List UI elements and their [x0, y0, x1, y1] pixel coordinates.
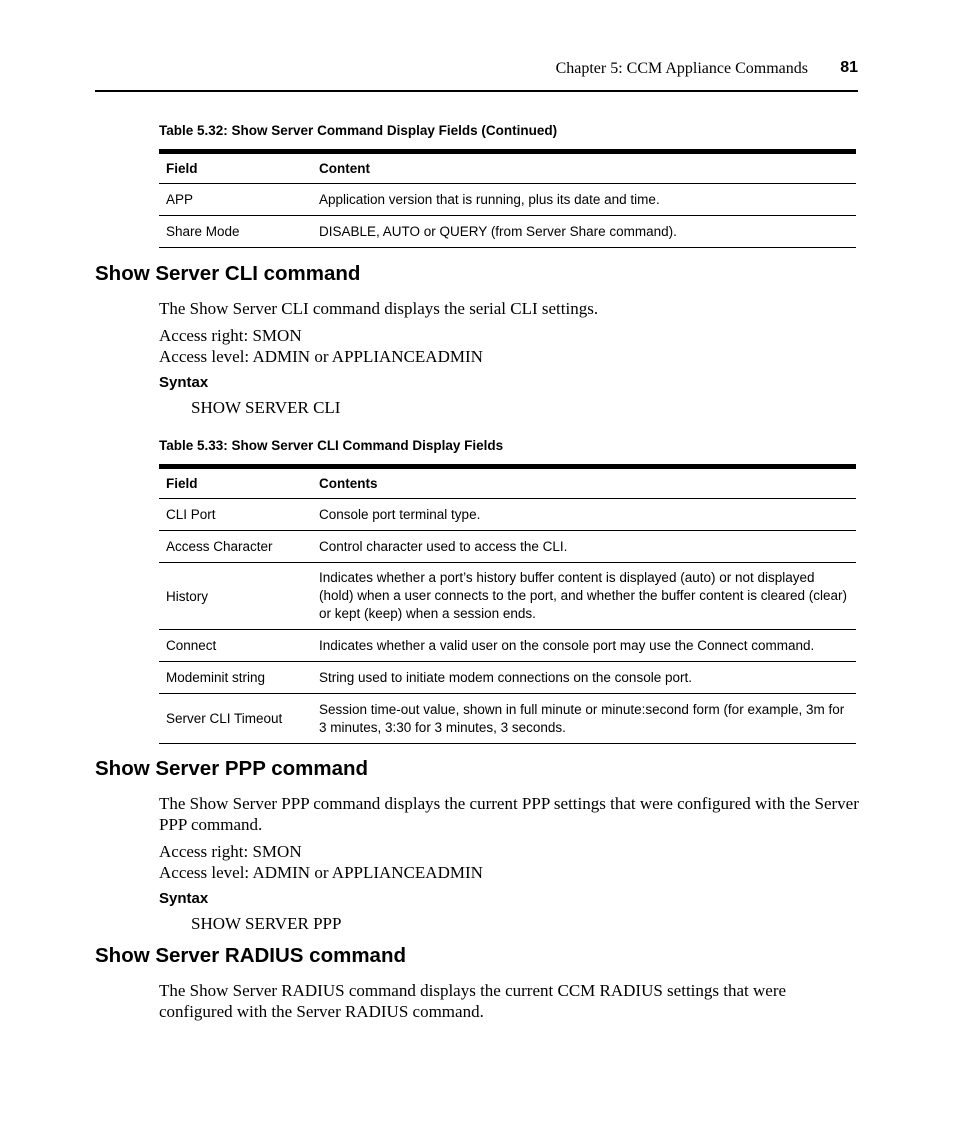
- cli-access-right: Access right: SMON: [159, 326, 302, 345]
- cli-syntax-label: Syntax: [159, 374, 209, 391]
- chapter-title: Chapter 5: CCM Appliance Commands: [555, 60, 808, 77]
- table-show-server-cli-fields: [159, 464, 856, 744]
- cli-access-level: Access level: ADMIN or APPLIANCEADMIN: [159, 347, 483, 366]
- column-header-content: Content: [319, 160, 370, 176]
- radius-description: The Show Server RADIUS command displays the current CCM RADIUS settings that were configured with the Server RADIUS command.: [159, 981, 787, 1021]
- field-cell: Connect: [166, 638, 217, 653]
- column-header-field: Field: [166, 161, 198, 176]
- table-row: [159, 630, 856, 662]
- field-cell: Modeminit string: [166, 670, 266, 685]
- cli-description: The Show Server CLI command displays the serial CLI settings.: [159, 299, 599, 318]
- content-cell: Indicates whether a port’s history buffer content is displayed (auto) or not displayed (hold) when a user connects to the port, and whether the buffer content is cleared (clear) or kept (keep) when a session ends.: [319, 570, 848, 621]
- content-cell: Control character used to access the CLI.: [319, 538, 568, 554]
- cli-syntax-command: SHOW SERVER CLI: [191, 398, 341, 417]
- content-cell: String used to initiate modem connections on the console port.: [319, 669, 692, 685]
- table-row: [159, 662, 856, 694]
- ppp-description: The Show Server PPP command displays the current PPP settings that were configured with the Server PPP command.: [159, 794, 859, 834]
- column-header-field: Field: [166, 476, 198, 491]
- table-row: [159, 184, 856, 216]
- content-cell: DISABLE, AUTO or QUERY (from Server Share command).: [319, 223, 677, 239]
- ppp-syntax-label: Syntax: [159, 890, 209, 907]
- ppp-access-right: Access right: SMON: [159, 842, 302, 861]
- table-header-row: [159, 469, 856, 499]
- page-number: 81: [840, 59, 858, 76]
- column-header-contents: Contents: [319, 475, 378, 491]
- field-cell: APP: [166, 192, 194, 207]
- content-cell: Session time-out value, shown in full minute or minute:second form (for example, 3m for 3 minutes, 3:30 for 3 minutes, 3 seconds.: [319, 701, 845, 735]
- ppp-access-level: Access level: ADMIN or APPLIANCEADMIN: [159, 863, 483, 882]
- content-cell: Application version that is running, plus its date and time.: [319, 191, 660, 207]
- field-cell: Access Character: [166, 539, 273, 554]
- table-row: [159, 216, 856, 248]
- table-row: [159, 499, 856, 531]
- field-cell: Share Mode: [166, 224, 240, 239]
- table-header-row: [159, 154, 856, 184]
- table-caption: Table 5.33: Show Server CLI Command Display Fields: [159, 438, 504, 453]
- field-cell: Server CLI Timeout: [166, 711, 283, 726]
- ppp-syntax-command: SHOW SERVER PPP: [191, 914, 342, 933]
- field-cell: History: [166, 588, 209, 604]
- section-heading-cli: Show Server CLI command: [95, 262, 361, 285]
- section-heading-radius: Show Server RADIUS command: [95, 944, 406, 967]
- section-heading-ppp: Show Server PPP command: [95, 757, 369, 780]
- table-row: [159, 531, 856, 563]
- running-header: [95, 58, 858, 92]
- table-show-server-fields: [159, 149, 856, 248]
- table-row: [159, 563, 856, 630]
- content-cell: Indicates whether a valid user on the console port may use the Connect command.: [319, 637, 815, 653]
- field-cell: CLI Port: [166, 507, 216, 522]
- table-caption: Table 5.32: Show Server Command Display Fields (Continued): [159, 123, 558, 138]
- content-cell: Console port terminal type.: [319, 506, 481, 522]
- table-row: [159, 694, 856, 744]
